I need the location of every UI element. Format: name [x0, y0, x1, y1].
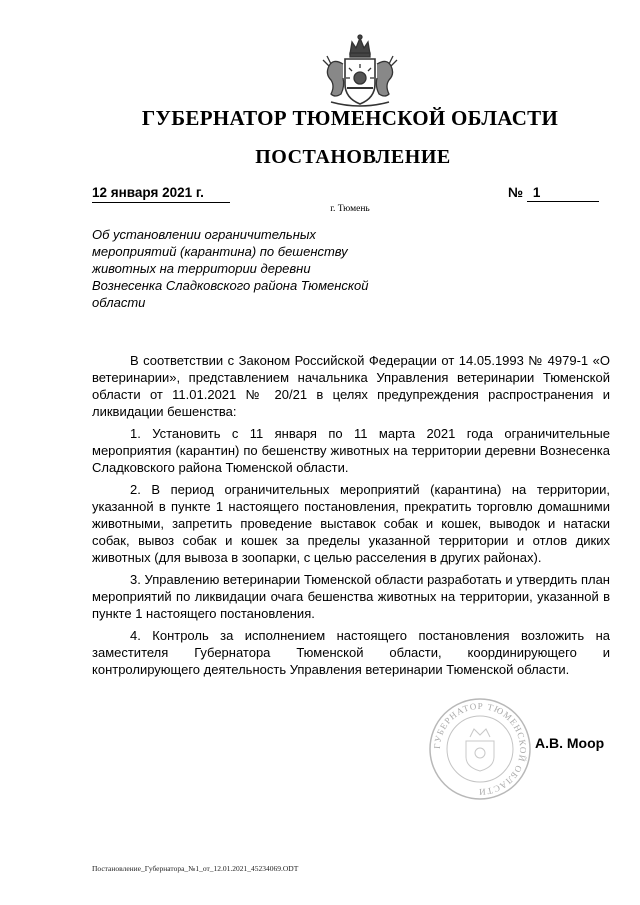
document-date: 12 января 2021 г.: [92, 185, 230, 203]
svg-text:ГУБЕРНАТОР ТЮМЕНСКОЙ ОБЛАСТИ: [432, 701, 528, 797]
stamp-text: ГУБЕРНАТОР ТЮМЕНСКОЙ ОБЛАСТИ: [431, 700, 529, 798]
paragraph-4: 4. Контроль за исполнением настоящего постановления возложить на заместителя Губернатора Тюменской области, координирующего и контролирующего деятельность Управления ветеринарии Тюменской области.: [92, 628, 610, 677]
coat-of-arms-icon: [317, 34, 403, 110]
signer-name: А.В. Моор: [535, 735, 605, 751]
document-body: [92, 352, 610, 683]
file-name-footer: Постановление_Губернатора_№1_от_12.01.2021_45234069.ODT: [92, 864, 299, 873]
paragraph-2: 2. В период ограничительных мероприятий (карантина) на территории, указанной в пункте 1 настоящего постановления, прекратить торговлю домашними животными, запретить проведение выставок собак и кошек, выводок и натаски собак, вывоз собак и кошек за пределы указанной территории и отлов диких животных (для вывоза в зоопарки, с целью расселения в других районах).: [92, 482, 610, 565]
document-number: [508, 185, 599, 202]
document-type-title: ПОСТАНОВЛЕНИЕ: [255, 146, 451, 168]
paragraph-3: 3. Управлению ветеринарии Тюменской области разработать и утвердить план мероприятий по ликвидации очага бешенства животных на территории, указанной в пункте 1 настоящего постановления.: [92, 572, 610, 621]
number-value: 1: [527, 185, 599, 202]
document-subject: Об установлении ограничительных мероприятий (карантина) по бешенству животных на территории деревни Вознесенка Сладковского района Тюменской области: [92, 227, 369, 310]
official-stamp: [428, 697, 532, 801]
paragraph-preamble: В соответствии с Законом Российской Федерации от 14.05.1993 № 4979-1 «О ветеринарии», представлением начальника Управления ветеринарии Тюменской области от 11.01.2021 № 20/21 в целях предупреждения распространения и ликвидации бешенства:: [92, 353, 610, 419]
paragraph-1: 1. Установить с 11 января по 11 марта 2021 года ограничительные мероприятия (карантин) по бешенству животных на территории деревни Вознесенка Сладковского района Тюменской области.: [92, 426, 610, 475]
authority-title: ГУБЕРНАТОР ТЮМЕНСКОЙ ОБЛАСТИ: [141, 106, 559, 130]
number-label: №: [508, 185, 524, 200]
city-label: г. Тюмень: [330, 204, 370, 214]
